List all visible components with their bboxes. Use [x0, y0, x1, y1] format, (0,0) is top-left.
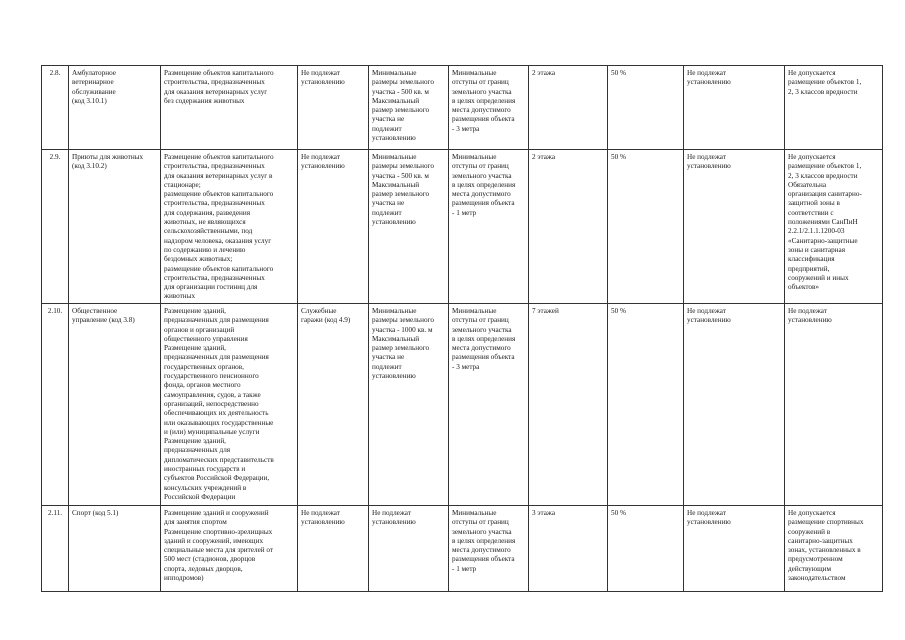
cell-text-line: защитной зоны в [788, 199, 840, 208]
cell-text-line: Размещение объектов капитального [164, 153, 274, 161]
cell-text-line: «Санитарно-защитные [788, 236, 858, 245]
cell-text-line: классификация [788, 255, 835, 264]
cell-text-line: размещение объектов 1, [788, 78, 862, 87]
cell-text-line: Не подлежат [687, 509, 726, 517]
cell-text-line: стационаре; [164, 180, 201, 189]
auxiliary-use-cell [298, 150, 369, 304]
cell-text-line: предназначенных для размещения [164, 353, 269, 362]
cell-text-line: размер земельного [372, 344, 430, 353]
cell-text-line: органов и организаций [164, 325, 235, 334]
table-row [42, 150, 883, 304]
table-row [42, 506, 883, 592]
cell-text-line: земельного участка [452, 527, 512, 536]
row-number-cell [42, 150, 69, 304]
cell-text-line: иностранных государств и [164, 465, 246, 474]
setback-cell [449, 506, 529, 592]
coverage-cell [608, 150, 684, 304]
cell-text-line: установлению [687, 78, 731, 87]
cell-text-line: 2.8. [49, 69, 61, 77]
cell-text-line: зданий и сооружений, имеющих [164, 536, 264, 545]
max-floors-cell [529, 304, 608, 506]
cell-text-line: места допустимого [452, 190, 511, 199]
cell-text-line: 7 этажей [532, 307, 559, 315]
cell-text-line: надзором человека, оказания услуг [164, 236, 272, 245]
cell-text-line: Минимальные [452, 153, 497, 161]
cell-text-line: размещения объекта [452, 555, 515, 564]
cell-text-line: Размещение зданий, [164, 307, 226, 315]
other-params-cell [684, 506, 785, 592]
cell-text-line: государственных органов, [164, 362, 244, 371]
cell-text-line: Максимальный [372, 96, 420, 105]
cell-text-line: объектов» [788, 283, 820, 292]
cell-text-line: земельного участка [452, 325, 512, 334]
setback-cell [449, 304, 529, 506]
cell-text-line: Обязательна [788, 180, 827, 189]
cell-text-line: Российской Федерации [164, 492, 236, 501]
cell-text-line: или оказывающих государственные [164, 418, 274, 427]
cell-text-line: животных [164, 292, 196, 301]
cell-text-line: предназначенных для размещения [164, 316, 269, 325]
cell-text-line: размещения объекта [452, 115, 515, 124]
cell-text-line: Не допускается [788, 509, 836, 517]
cell-text-line: 50 % [611, 69, 626, 77]
cell-text-line: организация санитарно- [788, 190, 862, 199]
cell-text-line: санитарно-защитных [788, 536, 853, 545]
cell-text-line: для занятия спортом [164, 518, 227, 527]
cell-text-line: дипломатических представительств [164, 455, 274, 464]
cell-text-line: Приюты для животных [72, 153, 144, 161]
max-floors-cell [529, 150, 608, 304]
cell-text-line: в целях определения [452, 334, 516, 343]
land-use-description-cell [161, 66, 298, 150]
cell-text-line: животных, не являющихся [164, 218, 246, 227]
restrictions-cell [785, 304, 883, 506]
cell-text-line: подлежит [372, 124, 402, 133]
cell-text-line: (код 3.10.2) [72, 162, 107, 171]
restrictions-cell [785, 506, 883, 592]
land-use-name-cell [69, 506, 161, 592]
table-row [42, 66, 883, 150]
restrictions-cell [785, 66, 883, 150]
cell-text-line: Максимальный [372, 180, 420, 189]
cell-text-line: Не подлежат [372, 509, 411, 517]
cell-text-line: обеспечивающих их деятельность [164, 409, 269, 418]
cell-text-line: места допустимого [452, 106, 511, 115]
cell-text-line: Максимальный [372, 334, 420, 343]
cell-text-line: отступы от границ [452, 518, 509, 527]
cell-text-line: участка не [372, 115, 405, 124]
cell-text-line: для содержания, разведения [164, 208, 251, 217]
cell-text-line: - 3 метра [452, 124, 480, 133]
coverage-cell [608, 66, 684, 150]
cell-text-line: строительства, предназначенных [164, 162, 265, 171]
cell-text-line: Не допускается [788, 153, 836, 161]
setback-cell [449, 66, 529, 150]
cell-text-line: отступы от границ [452, 316, 509, 325]
cell-text-line: размещения объекта [452, 199, 515, 208]
coverage-cell [608, 304, 684, 506]
cell-text-line: строительства, предназначенных [164, 78, 265, 87]
plot-size-cell [369, 304, 449, 506]
cell-text-line: размер земельного [372, 190, 430, 199]
cell-text-line: ветеринарное [72, 78, 114, 87]
plot-size-cell [369, 150, 449, 304]
cell-text-line: государственного пенсионного [164, 372, 259, 381]
cell-text-line: 2.9. [49, 153, 61, 161]
cell-text-line: самоуправления, судов, а также [164, 390, 261, 399]
cell-text-line: размеры земельного [372, 316, 434, 325]
cell-text-line: установлению [301, 162, 345, 171]
cell-text-line: Минимальные [452, 69, 497, 77]
cell-text-line: 2.10. [47, 307, 63, 315]
cell-text-line: строительства, предназначенных [164, 273, 265, 282]
cell-text-line: подлежит [372, 208, 402, 217]
plot-size-cell [369, 506, 449, 592]
row-number-cell [42, 304, 69, 506]
plot-size-cell [369, 66, 449, 150]
row-number-cell [42, 506, 69, 592]
cell-text-line: Служебные [301, 307, 337, 315]
cell-text-line: в целях определения [452, 536, 516, 545]
cell-text-line: Размещение зданий, [164, 437, 226, 446]
other-params-cell [684, 150, 785, 304]
cell-text-line: для оказания ветеринарных услуг в [164, 171, 273, 180]
cell-text-line: установлению [301, 78, 345, 87]
cell-text-line: участка - 1000 кв. м [372, 325, 433, 334]
cell-text-line: места допустимого [452, 344, 511, 353]
cell-text-line: обслуживание [72, 87, 116, 96]
land-use-name-cell [69, 66, 161, 150]
cell-text-line: участка не [372, 199, 405, 208]
land-use-description-cell [161, 506, 298, 592]
max-floors-cell [529, 66, 608, 150]
cell-text-line: 2, 3 классов вредности [788, 171, 858, 180]
cell-text-line: Амбулаторное [72, 69, 116, 77]
cell-text-line: без содержания животных [164, 96, 245, 105]
cell-text-line: участка - 500 кв. м [372, 87, 429, 96]
cell-text-line: 50 % [611, 153, 626, 161]
cell-text-line: - 3 метра [452, 362, 480, 371]
cell-text-line: размеры земельного [372, 78, 434, 87]
cell-text-line: сооружений и иных [788, 273, 849, 282]
cell-text-line: установлению [687, 162, 731, 171]
cell-text-line: земельного участка [452, 87, 512, 96]
cell-text-line: установлению [301, 518, 345, 527]
cell-text-line: консульских учреждений в [164, 483, 247, 492]
cell-text-line: Не подлежат [687, 69, 726, 77]
cell-text-line: 500 мест (стадионов, дворцов [164, 555, 256, 564]
restrictions-cell [785, 150, 883, 304]
coverage-cell [608, 506, 684, 592]
cell-text-line: размещение объектов 1, [788, 162, 862, 171]
cell-text-line: размещение объектов капитального [164, 264, 274, 273]
cell-text-line: Размещение зданий, [164, 344, 226, 353]
cell-text-line: установлению [372, 134, 416, 143]
cell-text-line: размещения объекта [452, 353, 515, 362]
cell-text-line: размещение спортивных [788, 518, 864, 527]
row-number-cell [42, 66, 69, 150]
cell-text-line: по содержанию и лечению [164, 245, 246, 254]
cell-text-line: 2 этажа [532, 153, 556, 161]
cell-text-line: предназначенных для [164, 446, 231, 455]
cell-text-line: Минимальные [372, 307, 417, 315]
cell-text-line: предприятий, [788, 264, 830, 273]
land-use-description-cell [161, 150, 298, 304]
cell-text-line: сельскохозяйственными, под [164, 227, 253, 236]
cell-text-line: 50 % [611, 307, 626, 315]
cell-text-line: (код 3.10.1) [72, 96, 107, 105]
cell-text-line: специальные места для зрителей от [164, 546, 274, 555]
auxiliary-use-cell [298, 66, 369, 150]
cell-text-line: установлению [687, 316, 731, 325]
cell-text-line: в целях определения [452, 180, 516, 189]
cell-text-line: Не подлежат [687, 307, 726, 315]
cell-text-line: 50 % [611, 509, 626, 517]
other-params-cell [684, 66, 785, 150]
cell-text-line: положениями СанПиН [788, 218, 858, 227]
cell-text-line: управление (код 3.8) [72, 316, 135, 325]
cell-text-line: установлению [687, 518, 731, 527]
cell-text-line: законодательством [788, 574, 846, 583]
cell-text-line: места допустимого [452, 546, 511, 555]
cell-text-line: фонда, органов местного [164, 381, 241, 390]
cell-text-line: Не подлежат [788, 307, 827, 315]
cell-text-line: 3 этажа [532, 509, 556, 517]
cell-text-line: соответствии с [788, 208, 834, 217]
cell-text-line: Минимальные [452, 307, 497, 315]
cell-text-line: сооружений в [788, 527, 831, 536]
cell-text-line: подлежит [372, 362, 402, 371]
cell-text-line: для оказания ветеринарных услуг [164, 87, 268, 96]
cell-text-line: для организации гостиниц для [164, 283, 258, 292]
table-row [42, 304, 883, 506]
cell-text-line: отступы от границ [452, 78, 509, 87]
cell-text-line: размер земельного [372, 106, 430, 115]
cell-text-line: - 1 метр [452, 208, 477, 217]
cell-text-line: Не подлежат [301, 509, 340, 517]
cell-text-line: Спорт (код 5.1) [72, 509, 119, 517]
cell-text-line: установлению [788, 316, 832, 325]
cell-text-line: бездомных животных; [164, 255, 233, 264]
cell-text-line: участка не [372, 353, 405, 362]
cell-text-line: предусмотренном [788, 555, 843, 564]
land-use-name-cell [69, 150, 161, 304]
cell-text-line: размещение объектов капитального [164, 190, 274, 199]
table-body [42, 66, 883, 592]
cell-text-line: Не подлежат [687, 153, 726, 161]
cell-text-line: размеры земельного [372, 162, 434, 171]
cell-text-line: установлению [372, 372, 416, 381]
cell-text-line: ипподромов) [164, 574, 204, 583]
cell-text-line: и (или) муниципальные услуги [164, 427, 260, 436]
cell-text-line: Не подлежат [301, 69, 340, 77]
cell-text-line: в целях определения [452, 96, 516, 105]
cell-text-line: зоны и санитарная [788, 245, 846, 254]
cell-text-line: Общественное [72, 307, 118, 315]
land-use-description-cell [161, 304, 298, 506]
cell-text-line: спорта, ледовых дворцов, [164, 564, 243, 573]
cell-text-line: общественного управления [164, 334, 248, 343]
setback-cell [449, 150, 529, 304]
cell-text-line: отступы от границ [452, 162, 509, 171]
cell-text-line: Размещение спортивно-зрелищных [164, 527, 273, 536]
auxiliary-use-cell [298, 304, 369, 506]
cell-text-line: Минимальные [452, 509, 497, 517]
land-use-name-cell [69, 304, 161, 506]
max-floors-cell [529, 506, 608, 592]
cell-text-line: 2.11. [47, 509, 63, 517]
cell-text-line: Минимальные [372, 69, 417, 77]
zoning-regulations-table [41, 65, 883, 592]
cell-text-line: строительства, предназначенных [164, 199, 265, 208]
cell-text-line: зонах, установленных в [788, 546, 861, 555]
cell-text-line: 2 этажа [532, 69, 556, 77]
cell-text-line: действующим [788, 564, 832, 573]
other-params-cell [684, 304, 785, 506]
auxiliary-use-cell [298, 506, 369, 592]
cell-text-line: участка - 500 кв. м [372, 171, 429, 180]
cell-text-line: Не допускается [788, 69, 836, 77]
cell-text-line: организаций, непосредственно [164, 399, 259, 408]
cell-text-line: субъектов Российской Федерации, [164, 474, 270, 483]
cell-text-line: установлению [372, 218, 416, 227]
cell-text-line: установлению [372, 518, 416, 527]
cell-text-line: гаражи (код 4.9) [301, 316, 351, 325]
cell-text-line: Минимальные [372, 153, 417, 161]
cell-text-line: Не подлежат [301, 153, 340, 161]
cell-text-line: земельного участка [452, 171, 512, 180]
cell-text-line: - 1 метр [452, 564, 477, 573]
cell-text-line: 2.2.1/2.1.1.1200-03 [788, 227, 845, 236]
cell-text-line: 2, 3 классов вредности [788, 87, 858, 96]
cell-text-line: Размещение зданий и сооружений [164, 509, 269, 517]
cell-text-line: Размещение объектов капитального [164, 69, 274, 77]
